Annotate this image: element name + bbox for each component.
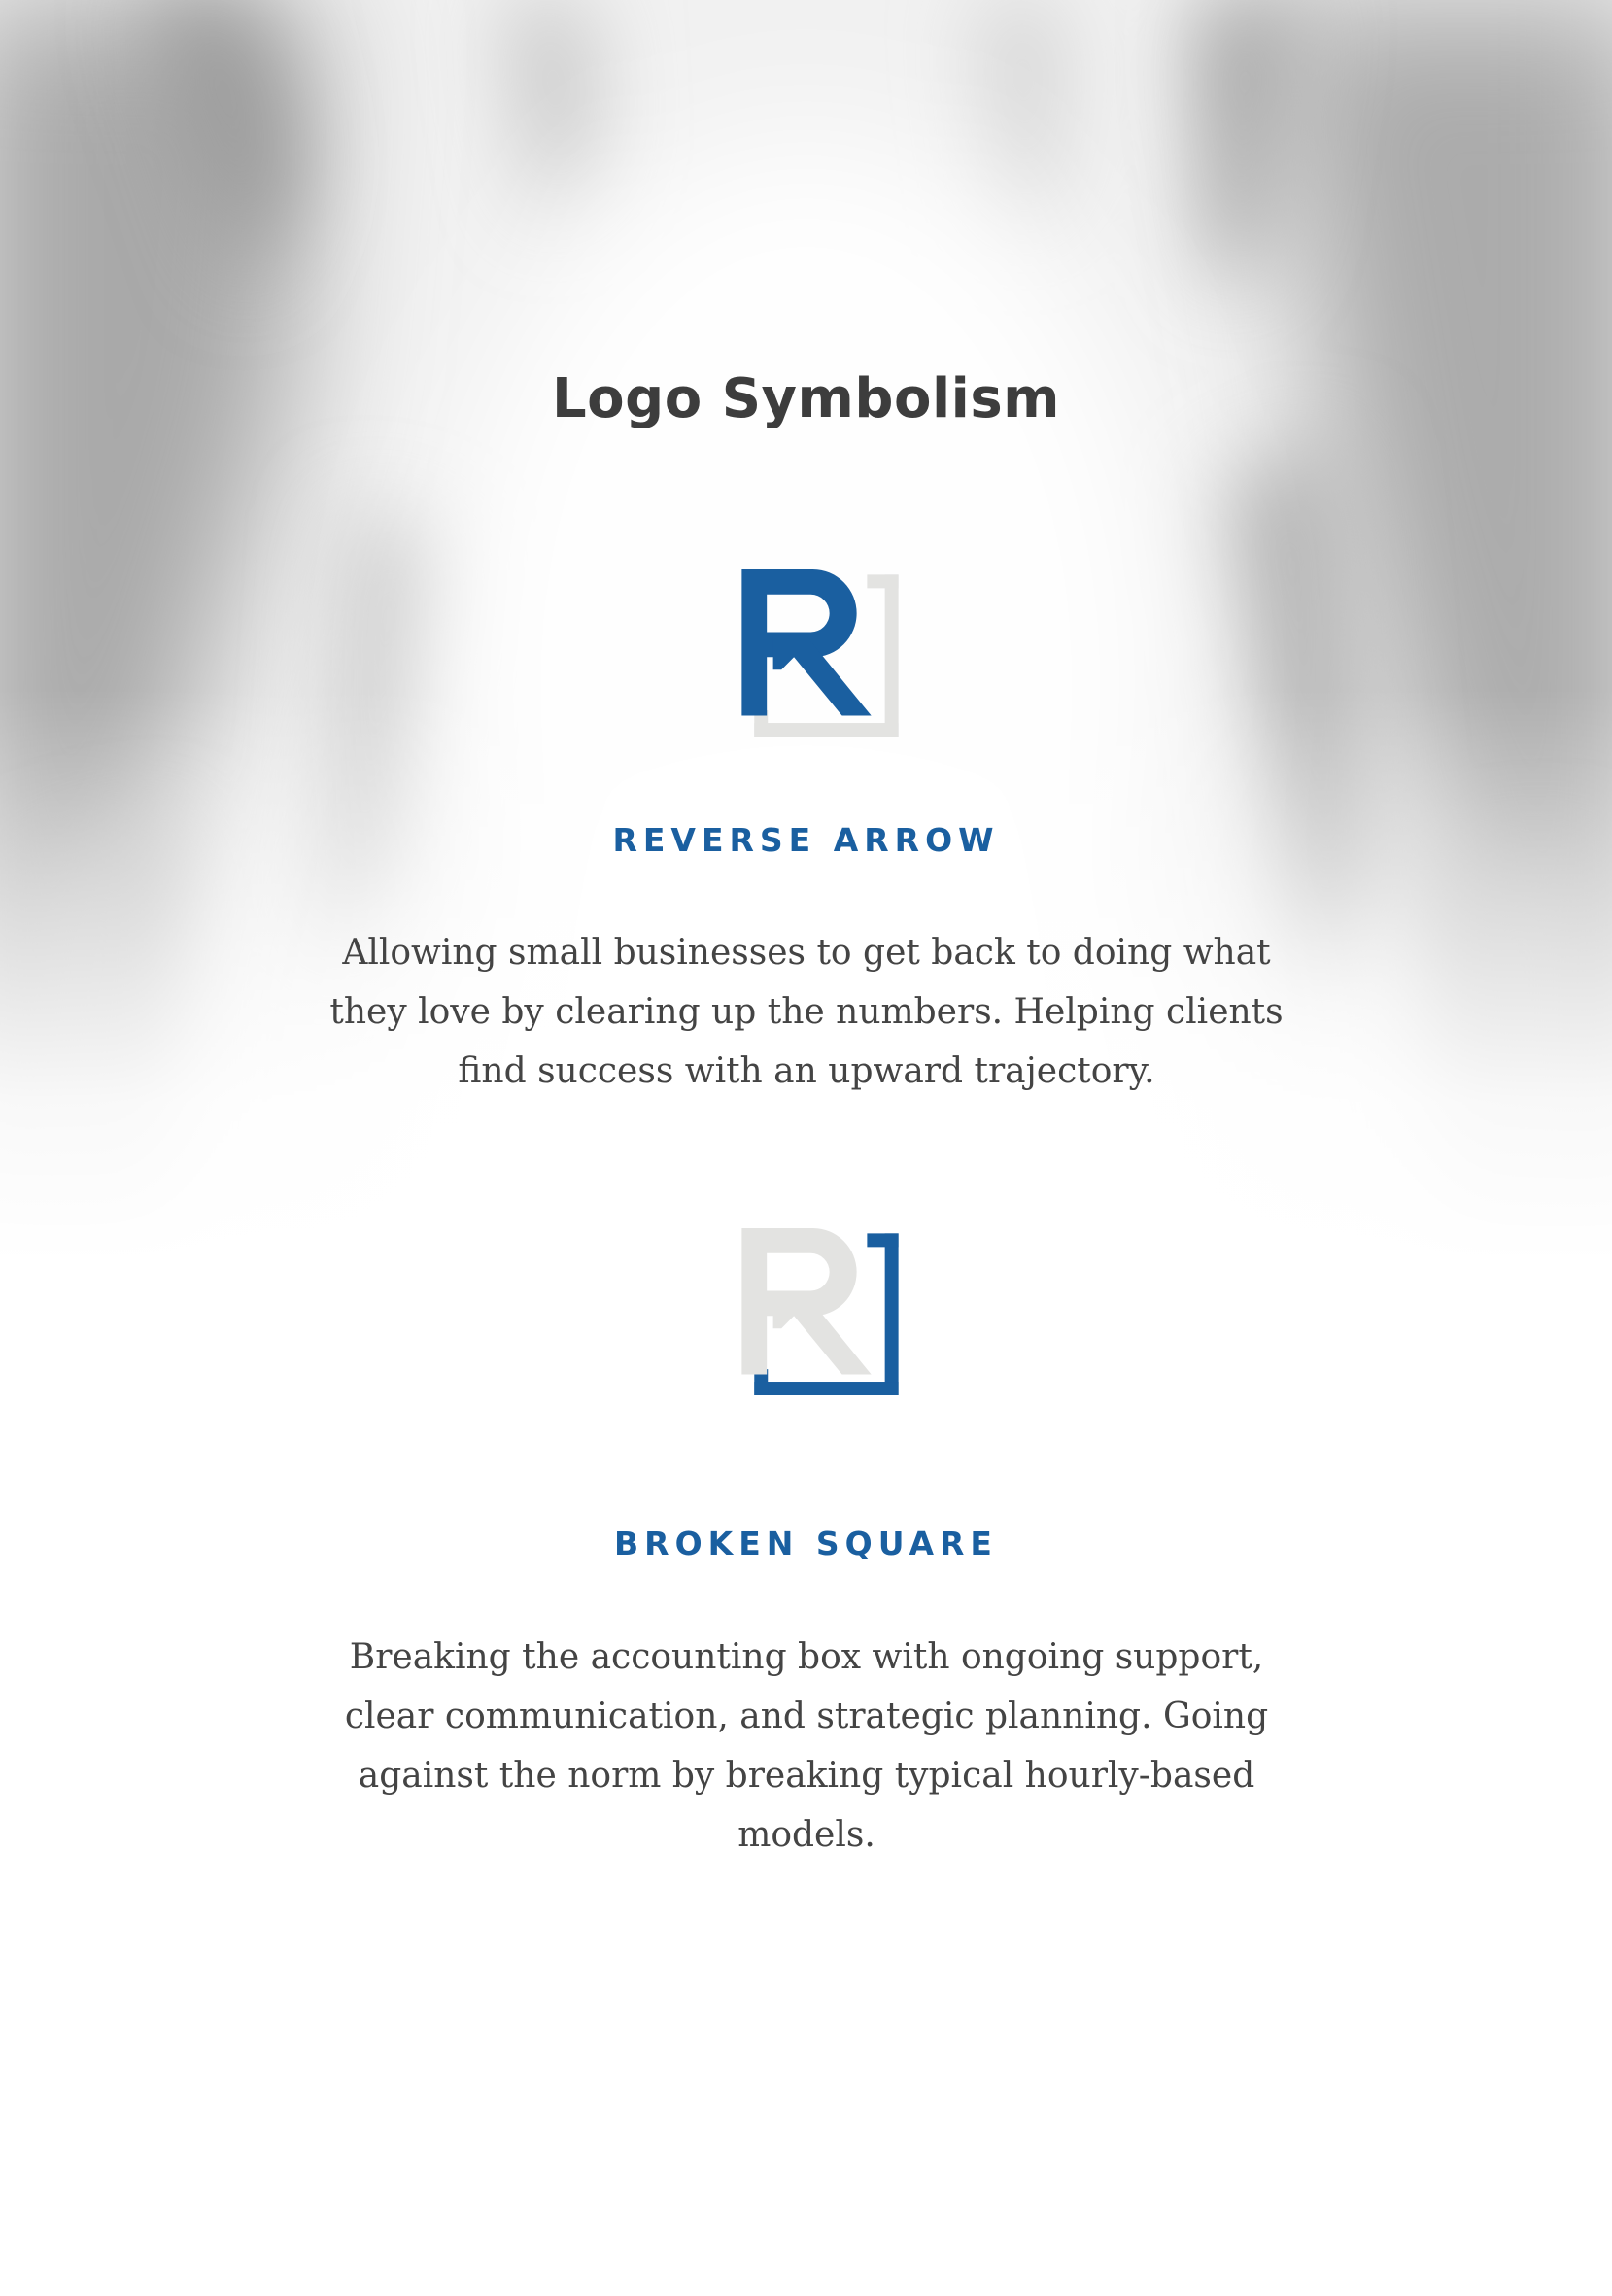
section-description-broken-square: Breaking the accounting box with ongoing support, clear communication, and strategic planning. Going against the norm by breaking typical hourly-based models. xyxy=(344,1637,1269,1855)
broken-square-logo-icon xyxy=(741,1228,899,1395)
page-title: Logo Symbolism xyxy=(551,367,1061,430)
section-heading-reverse-arrow: REVERSE ARROW xyxy=(612,821,1000,859)
section-heading-broken-square: BROKEN SQUARE xyxy=(614,1525,998,1562)
section-description-reverse-arrow: Allowing small businesses to get back to doing what they love by clearing up the numbers. Helping clients find success with an upward trajectory. xyxy=(329,933,1284,1091)
reverse-arrow-logo-icon xyxy=(741,569,899,737)
